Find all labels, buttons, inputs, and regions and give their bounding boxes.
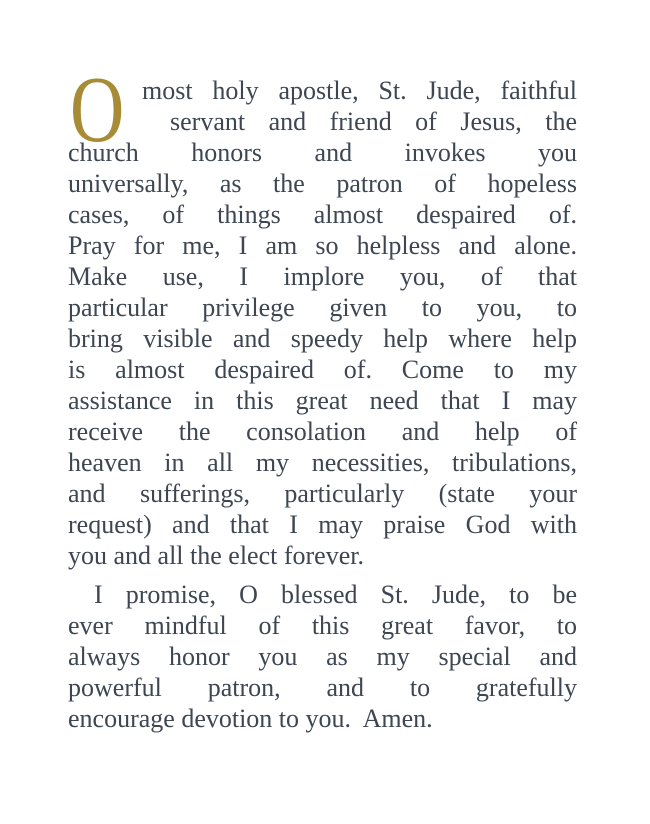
prayer-paragraph-1 [68, 58, 577, 571]
prayer-line: servant and friend of Jesus, the [170, 107, 577, 136]
prayer-line: always honor you as my special and [68, 642, 577, 671]
prayer-text-block [68, 58, 577, 734]
prayer-line: encourage devotion to you. Amen. [68, 704, 433, 733]
prayer-line: request) and that I may praise God with [68, 510, 577, 539]
prayer-line: Pray for me, I am so helpless and alone. [68, 231, 577, 260]
prayer-line: and sufferings, particularly (state your [68, 479, 577, 508]
prayer-line: particular privilege given to you, to [68, 293, 577, 322]
prayer-line: receive the consolation and help of [68, 417, 577, 446]
prayer-line: most holy apostle, St. Jude, faithful [142, 76, 577, 105]
prayer-line: ever mindful of this great favor, to [68, 611, 577, 640]
prayer-line: cases, of things almost despaired of. [68, 200, 577, 229]
prayer-line: universally, as the patron of hopeless [68, 169, 577, 198]
prayer-line: church honors and invokes you [68, 138, 577, 167]
prayer-paragraph-2 [68, 579, 577, 734]
prayer-line: assistance in this great need that I may [68, 386, 577, 415]
dropcap-letter-o: O [70, 58, 125, 162]
prayer-line: Make use, I implore you, of that [68, 262, 577, 291]
prayer-line: heaven in all my necessities, tribulations, [68, 448, 577, 477]
prayer-line: I promise, O blessed St. Jude, to be [94, 580, 577, 609]
prayer-line: bring visible and speedy help where help [68, 324, 577, 353]
prayer-line: you and all the elect forever. [68, 541, 364, 570]
dropcap-container [68, 58, 130, 162]
prayer-line: is almost despaired of. Come to my [68, 355, 577, 384]
prayer-line: powerful patron, and to gratefully [68, 673, 577, 702]
